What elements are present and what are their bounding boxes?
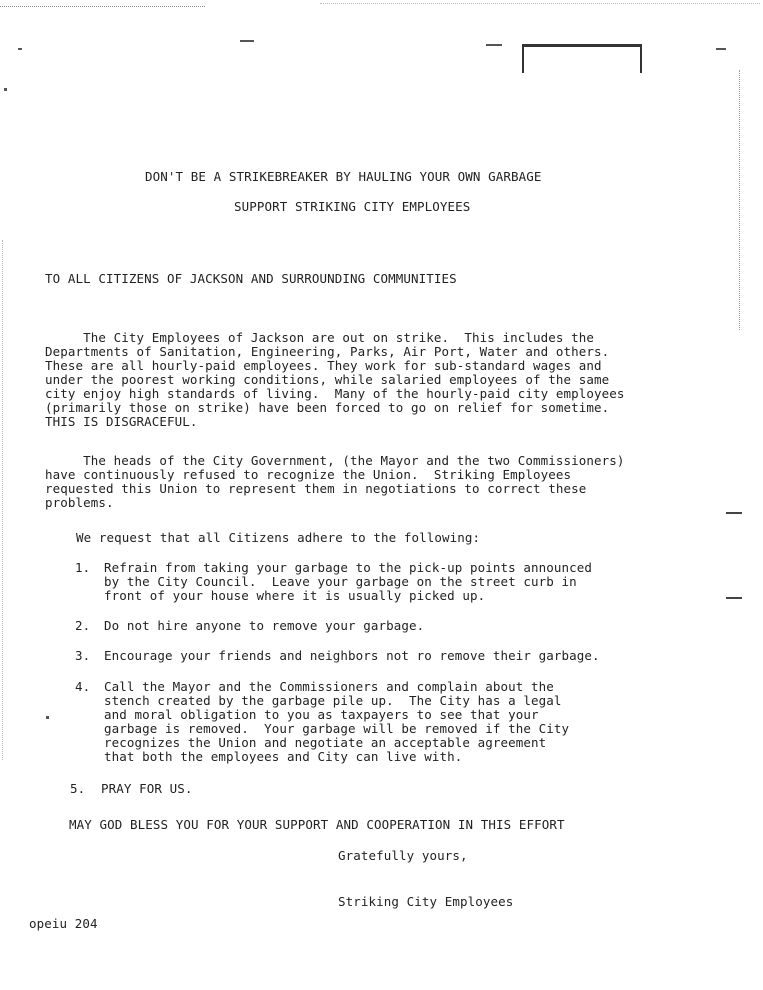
scan-bracket-mark	[522, 44, 642, 73]
paragraph-line: The City Employees of Jackson are out on strike. This includes the	[45, 330, 595, 345]
list-item-line: Do not hire anyone to remove your garbage.	[104, 618, 425, 633]
list-item-line: garbage is removed. Your garbage will be removed if the City	[104, 721, 570, 736]
scan-left-edge	[2, 240, 3, 760]
scan-speck	[716, 48, 726, 50]
paragraph-line: city enjoy high standards of living. Many of the hourly-paid city employees	[45, 386, 625, 401]
list-item-number: 2.	[75, 618, 91, 633]
document-title: DON'T BE A STRIKEBREAKER BY HAULING YOUR OWN GARBAGE	[145, 169, 542, 184]
signature: Striking City Employees	[338, 894, 514, 909]
scan-speck	[4, 88, 7, 91]
scan-top-rule-right	[320, 3, 760, 4]
list-item-line: PRAY FOR US.	[101, 781, 193, 796]
blessing-line: MAY GOD BLESS YOU FOR YOUR SUPPORT AND COOPERATION IN THIS EFFORT	[69, 817, 565, 832]
scan-dash	[726, 512, 742, 514]
paragraph-line: requested this Union to represent them in negotiations to correct these	[45, 481, 587, 496]
list-item-line: recognizes the Union and negotiate an acceptable agreement	[104, 735, 547, 750]
scan-dash	[726, 597, 742, 599]
list-item-line: that both the employees and City can live with.	[104, 749, 463, 764]
paragraph-line: have continuously refused to recognize the Union. Striking Employees	[45, 467, 572, 482]
list-item-number: 4.	[75, 679, 91, 694]
request-intro: We request that all Citizens adhere to the following:	[76, 530, 481, 545]
paragraph-line: under the poorest working conditions, while salaried employees of the same	[45, 372, 610, 387]
list-item-number: 3.	[75, 648, 91, 663]
list-item-line: stench created by the garbage pile up. The City has a legal	[104, 693, 562, 708]
paragraph-line: The heads of the City Government, (the Mayor and the two Commissioners)	[45, 453, 625, 468]
closing: Gratefully yours,	[338, 848, 468, 863]
scan-top-rule	[0, 6, 205, 7]
list-item-line: Call the Mayor and the Commissioners and complain about the	[104, 679, 554, 694]
document-subtitle: SUPPORT STRIKING CITY EMPLOYEES	[234, 199, 471, 214]
list-item-line: Refrain from taking your garbage to the pick-up points announced	[104, 560, 593, 575]
list-item-line: front of your house where it is usually picked up.	[104, 588, 486, 603]
scan-right-edge	[739, 70, 740, 330]
scan-speck	[46, 716, 49, 719]
paragraph-line: Departments of Sanitation, Engineering, Parks, Air Port, Water and others.	[45, 344, 610, 359]
paragraph-line: These are all hourly-paid employees. They work for sub-standard wages and	[45, 358, 602, 373]
list-item-number: 1.	[75, 560, 91, 575]
paragraph-line: (primarily those on strike) have been forced to go on relief for sometime.	[45, 400, 610, 415]
scan-speck	[240, 40, 254, 42]
list-item-line: and moral obligation to you as taxpayers to see that your	[104, 707, 539, 722]
paragraph-line: problems.	[45, 495, 114, 510]
addressee: TO ALL CITIZENS OF JACKSON AND SURROUNDING COMMUNITIES	[45, 271, 457, 286]
list-item-line: Encourage your friends and neighbors not ro remove their garbage.	[104, 648, 600, 663]
scan-speck	[486, 44, 502, 46]
paragraph-line: THIS IS DISGRACEFUL.	[45, 414, 198, 429]
footer-code: opeiu 204	[29, 916, 98, 931]
list-item-line: by the City Council. Leave your garbage on the street curb in	[104, 574, 577, 589]
scan-speck	[18, 48, 22, 50]
list-item-number: 5.	[70, 781, 86, 796]
